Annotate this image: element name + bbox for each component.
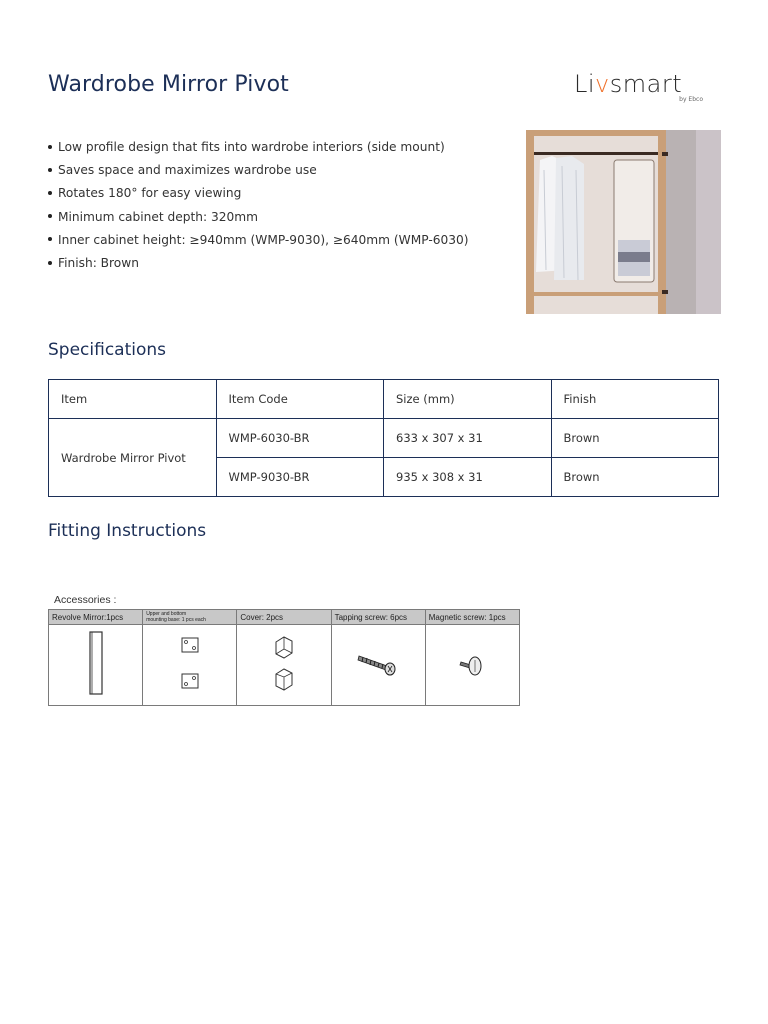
cover-icon — [264, 628, 304, 698]
feature-item: Saves space and maximizes wardrobe use — [46, 159, 469, 182]
feature-item: Low profile design that fits into wardrobe interiors (side mount) — [46, 136, 469, 159]
mounting-base-icon — [170, 628, 210, 698]
accessory-header: Tapping screw: 6pcs — [331, 610, 425, 625]
specifications-heading: Specifications — [48, 340, 167, 360]
product-photo — [526, 130, 721, 314]
table-header-row — [49, 380, 719, 419]
feature-list — [46, 136, 469, 275]
column-header: Item — [49, 380, 217, 419]
mounting-base-cell — [143, 625, 237, 706]
column-header: Size (mm) — [384, 380, 552, 419]
specifications-table — [48, 379, 719, 497]
item-name-cell: Wardrobe Mirror Pivot — [49, 419, 217, 497]
item-code-cell: WMP-9030-BR — [216, 458, 384, 497]
feature-item: Rotates 180° for easy viewing — [46, 182, 469, 205]
mirror-cell — [49, 625, 143, 706]
finish-cell: Brown — [551, 419, 719, 458]
page-title: Wardrobe Mirror Pivot — [48, 72, 289, 97]
logo-wordmark: Livsmart — [574, 70, 683, 98]
tapping-screw-icon — [353, 628, 403, 698]
accessory-header: Revolve Mirror:1pcs — [49, 610, 143, 625]
size-cell: 935 x 308 x 31 — [384, 458, 552, 497]
mirror-icon — [76, 628, 116, 698]
column-header: Finish — [551, 380, 719, 419]
logo-subtitle: by Ebco — [679, 96, 703, 103]
feature-item: Minimum cabinet depth: 320mm — [46, 206, 469, 229]
fitting-instructions-heading: Fitting Instructions — [48, 521, 207, 541]
item-code-cell: WMP-6030-BR — [216, 419, 384, 458]
feature-item: Finish: Brown — [46, 252, 469, 275]
brand-logo — [572, 70, 707, 108]
accessories-figure — [48, 592, 520, 706]
cover-cell — [237, 625, 331, 706]
accessory-header: Cover: 2pcs — [237, 610, 331, 625]
accessories-title: Accessories : — [54, 594, 117, 606]
accessory-header: Upper and bottom mounting base: 1 pcs each — [143, 610, 237, 625]
wardrobe-illustration — [526, 130, 721, 314]
feature-item: Inner cabinet height: ≥940mm (WMP-9030), ≥640mm (WMP-6030) — [46, 229, 469, 252]
size-cell: 633 x 307 x 31 — [384, 419, 552, 458]
accessory-header: Magnetic screw: 1pcs — [425, 610, 519, 625]
magnetic-screw-icon — [447, 628, 497, 698]
accessories-table — [48, 609, 520, 706]
table-row — [49, 419, 719, 458]
tapping-screw-cell — [331, 625, 425, 706]
magnetic-screw-cell — [425, 625, 519, 706]
column-header: Item Code — [216, 380, 384, 419]
finish-cell: Brown — [551, 458, 719, 497]
